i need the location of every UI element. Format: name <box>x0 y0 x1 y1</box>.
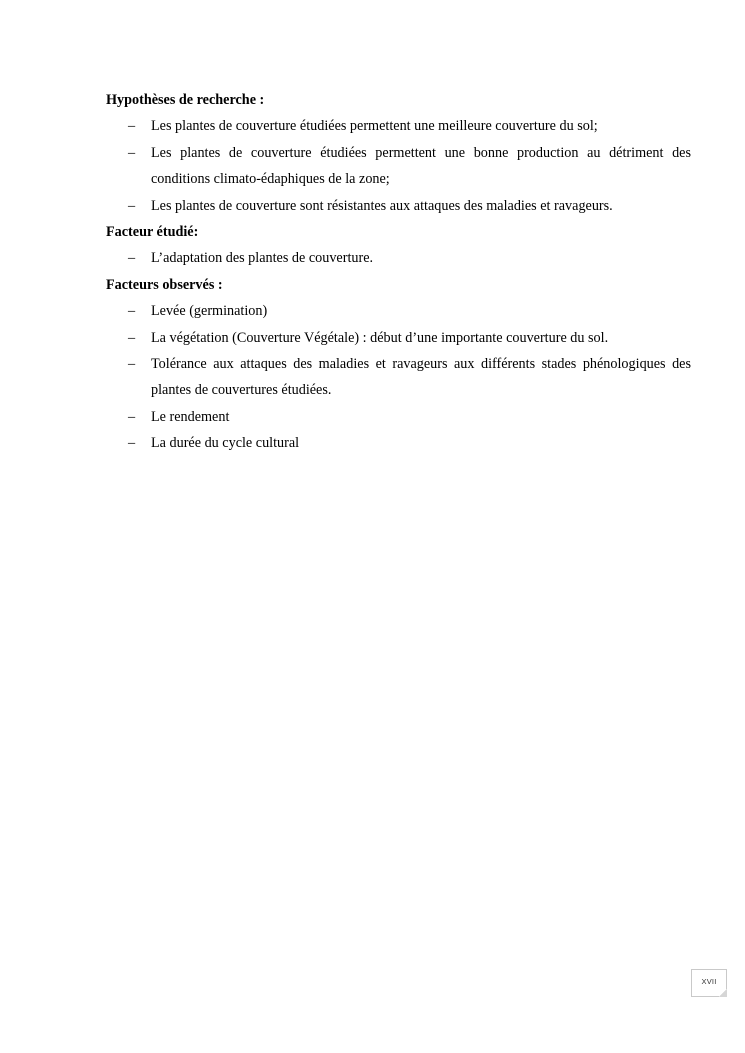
list-item-text: La végétation (Couverture Végétale) : début d’une importante couverture du sol. <box>151 329 609 346</box>
dash-bullet: – <box>128 197 136 214</box>
list-item-text: La durée du cycle cultural <box>151 435 300 452</box>
dash-bullet: – <box>128 118 136 135</box>
list-item-text: Les plantes de couverture étudiées permettent une meilleure couverture du sol; <box>151 118 598 135</box>
list-item <box>106 430 691 456</box>
dash-bullet: – <box>128 435 136 452</box>
page-number: XVII <box>701 977 717 986</box>
dash-bullet: – <box>128 408 136 425</box>
dash-bullet: – <box>128 250 136 267</box>
list-item <box>106 245 691 271</box>
document-body <box>106 87 691 457</box>
list-item <box>106 140 691 193</box>
list-item <box>106 404 691 430</box>
dash-bullet: – <box>128 356 136 373</box>
section-heading-hypotheses: Hypothèses de recherche : <box>106 92 265 108</box>
dash-bullet: – <box>128 144 136 161</box>
list-item-text: Levée (germination) <box>151 303 268 320</box>
page-number-box <box>691 969 727 997</box>
list-item-text: L’adaptation des plantes de couverture. <box>151 250 374 267</box>
section-heading-facteur-etudie: Facteur étudié: <box>106 224 199 241</box>
hypotheses-list <box>106 113 691 219</box>
list-item <box>106 351 691 404</box>
list-item <box>106 298 691 324</box>
list-item-text: Le rendement <box>151 408 230 425</box>
list-item <box>106 113 691 139</box>
dash-bullet: – <box>128 303 136 320</box>
section-heading-facteurs-observes: Facteurs observés : <box>106 276 223 293</box>
list-item-text: Tolérance aux attaques des maladies et ravageurs aux différents stades phénologiques des plantes de couvertures étudiées. <box>151 356 691 399</box>
list-item <box>106 325 691 351</box>
list-item-text: Les plantes de couverture sont résistantes aux attaques des maladies et ravageurs. <box>151 197 613 214</box>
dash-bullet: – <box>128 329 136 346</box>
facteurs-observes-list <box>106 298 691 456</box>
list-item <box>106 193 691 219</box>
list-item-text: Les plantes de couverture étudiées permettent une bonne production au détriment des conditions climato-édaphiques de la zone; <box>151 144 691 188</box>
facteur-etudie-list <box>106 245 691 271</box>
